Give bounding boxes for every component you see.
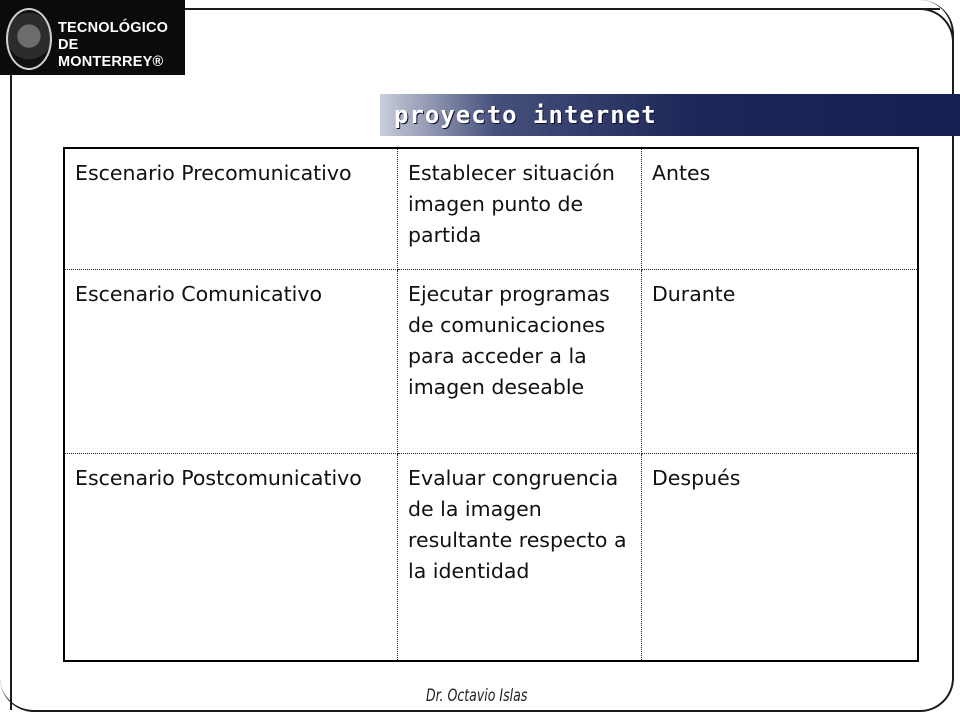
scenario-cell: Escenario Postcomunicativo [64, 453, 398, 661]
author-signature: Dr. Octavio Islas [426, 686, 528, 706]
seal-icon [6, 8, 52, 70]
frame-left-line [10, 70, 12, 710]
banner [380, 94, 960, 136]
banner-title: proyecto internet [394, 101, 657, 129]
action-cell: Evaluar congruencia de la imagen resultante respecto a la identidad [398, 453, 642, 661]
logo-line-1: TECNOLÓGICO [58, 20, 169, 36]
timing-cell: Antes [642, 148, 919, 269]
table-row [64, 269, 918, 453]
action-cell: Establecer situación imagen punto de partida [398, 148, 642, 269]
scenario-cell: Escenario Comunicativo [64, 269, 398, 453]
scenario-table [63, 147, 919, 662]
scenario-cell: Escenario Precomunicativo [64, 148, 398, 269]
frame-top-line [180, 8, 940, 10]
action-cell: Ejecutar programas de comunicaciones para acceder a la imagen deseable [398, 269, 642, 453]
table-row [64, 148, 918, 269]
timing-cell: Durante [642, 269, 919, 453]
logo-line-2: DE MONTERREY® [58, 37, 164, 70]
institution-logo [0, 0, 185, 75]
table-row [64, 453, 918, 661]
timing-cell: Después [642, 453, 919, 661]
logo-text [58, 20, 185, 71]
